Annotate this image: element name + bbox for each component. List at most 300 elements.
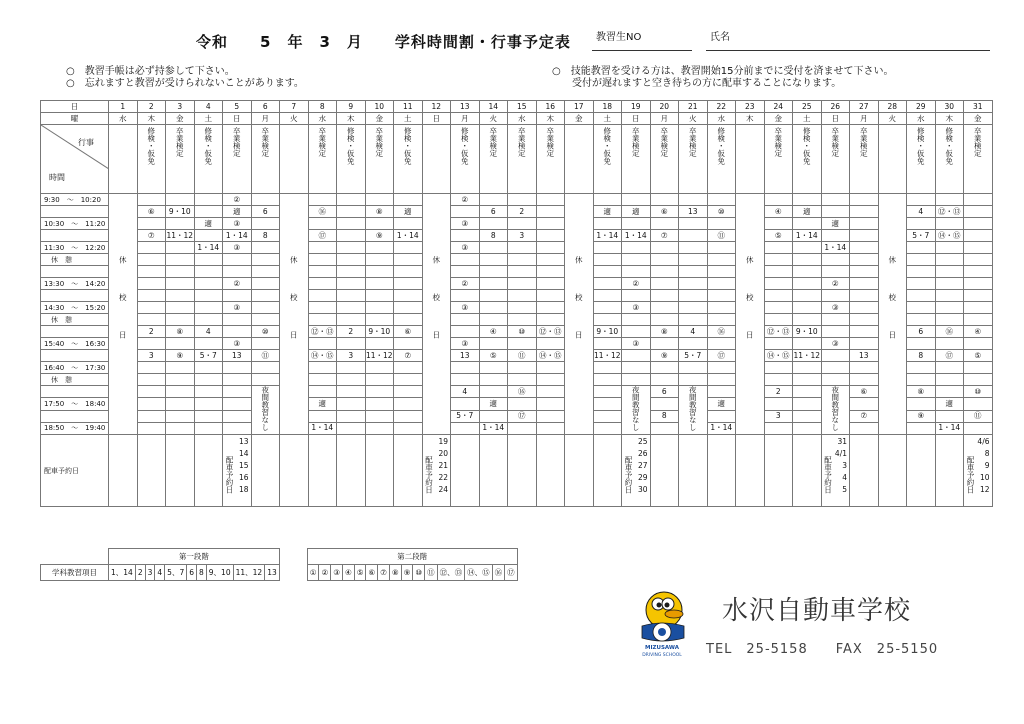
class-cell: [964, 206, 993, 218]
class-cell: ③: [821, 302, 850, 314]
class-cell: [451, 230, 480, 242]
student-no-field[interactable]: [592, 50, 692, 51]
class-cell: ③: [451, 218, 480, 230]
class-cell: [707, 314, 736, 326]
class-cell: [593, 398, 622, 410]
no-night-class-cell: [821, 386, 850, 435]
class-cell: 1・14: [308, 422, 337, 434]
class-cell: [166, 194, 195, 206]
name-label: 氏名: [710, 32, 730, 43]
class-cell: [337, 362, 366, 374]
time-slot-label: 15:40 ～ 16:30: [41, 338, 109, 350]
class-cell: ⑰: [508, 410, 537, 422]
class-cell: [650, 254, 679, 266]
class-cell: [337, 374, 366, 386]
weekday-cell: 水: [907, 113, 936, 125]
class-cell: [394, 410, 423, 422]
class-cell: [707, 254, 736, 266]
class-cell: 8: [251, 230, 280, 242]
class-cell: 5・7: [907, 230, 936, 242]
class-cell: ②: [223, 194, 252, 206]
class-cell: [622, 266, 651, 278]
class-cell: [337, 422, 366, 434]
class-cell: [622, 218, 651, 230]
class-cell: 13: [850, 350, 879, 362]
dispatch-cell: [394, 435, 423, 507]
class-cell: [308, 386, 337, 398]
class-cell: 適: [194, 218, 223, 230]
class-cell: [622, 362, 651, 374]
class-cell: [935, 410, 964, 422]
class-cell: [137, 314, 166, 326]
class-cell: ⑰: [308, 230, 337, 242]
class-cell: ③: [622, 302, 651, 314]
class-cell: [223, 374, 252, 386]
time-slot-label: 9:30 ～ 10:20: [41, 194, 109, 206]
class-cell: [793, 290, 822, 302]
event-text: 卒業検定: [830, 127, 840, 157]
class-cell: [365, 338, 394, 350]
weekday-cell: 月: [850, 113, 879, 125]
stage1-item: 4: [155, 565, 165, 581]
class-cell: [964, 422, 993, 434]
class-cell: [194, 398, 223, 410]
class-cell: [764, 242, 793, 254]
class-cell: [821, 326, 850, 338]
class-cell: [308, 374, 337, 386]
event-text: 卒業検定: [631, 127, 641, 157]
class-cell: [850, 266, 879, 278]
time-row: [41, 302, 993, 314]
class-cell: [793, 362, 822, 374]
stage2-item: ⑧: [389, 565, 401, 581]
weekday-cell: 日: [821, 113, 850, 125]
class-cell: [479, 338, 508, 350]
time-row: [41, 314, 993, 326]
class-cell: [679, 194, 708, 206]
dispatch-cell: [650, 435, 679, 507]
day-cell: 29: [907, 101, 936, 113]
event-cell: [907, 125, 936, 194]
class-cell: 4: [451, 386, 480, 398]
dispatch-cell: [451, 435, 480, 507]
class-cell: [536, 242, 565, 254]
class-cell: [536, 386, 565, 398]
class-cell: ⑩: [251, 326, 280, 338]
class-cell: [536, 410, 565, 422]
day-cell: 10: [365, 101, 394, 113]
class-cell: [593, 242, 622, 254]
no-night-class-text: 夜間教習なし: [631, 386, 641, 431]
class-cell: ④: [764, 206, 793, 218]
time-row: [41, 398, 993, 410]
class-cell: [821, 206, 850, 218]
class-cell: [166, 266, 195, 278]
event-cell: [109, 125, 138, 194]
class-cell: [308, 266, 337, 278]
class-cell: [394, 266, 423, 278]
class-cell: ⑥: [394, 326, 423, 338]
class-cell: [536, 278, 565, 290]
time-row: [41, 218, 993, 230]
class-cell: 適: [821, 218, 850, 230]
stage2-item: ⑩: [413, 565, 425, 581]
class-cell: [650, 194, 679, 206]
class-cell: [251, 242, 280, 254]
class-cell: [251, 302, 280, 314]
class-cell: [764, 302, 793, 314]
class-cell: [166, 422, 195, 434]
class-cell: 2: [764, 386, 793, 398]
class-cell: [593, 374, 622, 386]
class-cell: [251, 194, 280, 206]
class-cell: 3: [137, 350, 166, 362]
class-cell: [365, 410, 394, 422]
class-cell: ⑧: [365, 206, 394, 218]
class-cell: ②: [451, 194, 480, 206]
class-cell: ③: [821, 338, 850, 350]
class-cell: [223, 266, 252, 278]
class-cell: 6: [650, 386, 679, 398]
class-cell: [308, 194, 337, 206]
day-cell: 17: [565, 101, 594, 113]
note-left-2: ○ 忘れますと教習が受けられないことがあります。: [66, 78, 304, 89]
stage2-item: ⑪: [425, 565, 438, 581]
class-cell: [821, 254, 850, 266]
event-cell: [536, 125, 565, 194]
dispatch-date: 20: [438, 449, 448, 458]
class-cell: ⑯: [508, 386, 537, 398]
dispatch-date: 30: [637, 485, 648, 494]
dispatch-date: 12: [979, 485, 990, 494]
stage2-item: ⑰: [505, 565, 518, 581]
class-cell: [793, 314, 822, 326]
class-cell: [337, 290, 366, 302]
day-cell: 20: [650, 101, 679, 113]
class-cell: [308, 338, 337, 350]
class-cell: [394, 362, 423, 374]
event-cell: [935, 125, 964, 194]
class-cell: [194, 422, 223, 434]
class-cell: [707, 362, 736, 374]
class-cell: [394, 242, 423, 254]
class-cell: [650, 314, 679, 326]
class-cell: 13: [223, 350, 252, 362]
dispatch-cell: [878, 435, 907, 507]
day-cell: 22: [707, 101, 736, 113]
weekday-label: 曜: [41, 113, 109, 125]
class-cell: ③: [223, 242, 252, 254]
class-cell: [394, 302, 423, 314]
class-cell: [251, 362, 280, 374]
class-cell: [593, 254, 622, 266]
schedule-table: [40, 100, 993, 507]
event-text: 修検・仮免: [146, 127, 156, 165]
class-cell: ⑩: [964, 386, 993, 398]
class-cell: [451, 254, 480, 266]
dispatch-cell: [308, 435, 337, 507]
class-cell: [622, 350, 651, 362]
class-cell: [308, 218, 337, 230]
class-cell: [793, 386, 822, 398]
class-cell: [650, 302, 679, 314]
class-cell: 適: [935, 398, 964, 410]
class-cell: [223, 254, 252, 266]
class-cell: [593, 314, 622, 326]
dispatch-date: 18: [238, 485, 249, 494]
no-night-class-cell: [679, 386, 708, 435]
class-cell: [365, 194, 394, 206]
weekday-row: [41, 113, 993, 125]
class-cell: [679, 338, 708, 350]
class-cell: [508, 374, 537, 386]
day-cell: 3: [166, 101, 195, 113]
day-cell: 18: [593, 101, 622, 113]
dispatch-cell: [764, 435, 793, 507]
class-cell: ③: [223, 302, 252, 314]
class-cell: [907, 218, 936, 230]
class-cell: 9・10: [166, 206, 195, 218]
class-cell: [650, 338, 679, 350]
dispatch-vertical-label: 配車予約日: [225, 456, 234, 494]
class-cell: 1・14: [793, 230, 822, 242]
stage2-item: ③: [331, 565, 343, 581]
weekday-cell: 木: [935, 113, 964, 125]
class-cell: [137, 422, 166, 434]
weekday-cell: 水: [109, 113, 138, 125]
class-cell: ⑪: [707, 230, 736, 242]
day-cell: 8: [308, 101, 337, 113]
class-cell: [137, 386, 166, 398]
class-cell: ③: [451, 338, 480, 350]
dispatch-cell: [736, 435, 765, 507]
class-cell: [593, 338, 622, 350]
class-cell: [793, 302, 822, 314]
dispatch-cell: [365, 435, 394, 507]
event-text: 修検・仮免: [602, 127, 612, 165]
event-cell: [679, 125, 708, 194]
event-cell: [365, 125, 394, 194]
class-cell: ⑥: [850, 386, 879, 398]
class-cell: [764, 362, 793, 374]
class-cell: [251, 314, 280, 326]
weekday-cell: 日: [422, 113, 451, 125]
class-cell: ⑨: [365, 230, 394, 242]
class-cell: [337, 338, 366, 350]
class-cell: [964, 374, 993, 386]
class-cell: [850, 422, 879, 434]
class-cell: [935, 278, 964, 290]
class-cell: [166, 362, 195, 374]
class-cell: [964, 218, 993, 230]
class-cell: 4: [194, 326, 223, 338]
class-cell: [707, 374, 736, 386]
dispatch-cell: [679, 435, 708, 507]
class-cell: [536, 230, 565, 242]
school-contact: TEL 25-5158 FAX 25-5150: [706, 642, 939, 657]
class-cell: [337, 386, 366, 398]
event-cell: [707, 125, 736, 194]
class-cell: [508, 362, 537, 374]
class-cell: [166, 314, 195, 326]
class-cell: [251, 374, 280, 386]
class-cell: [935, 290, 964, 302]
class-cell: [793, 266, 822, 278]
time-row: [41, 350, 993, 362]
dispatch-date: 13: [238, 437, 249, 446]
class-cell: [479, 242, 508, 254]
stage2-item: ②: [319, 565, 331, 581]
class-cell: [451, 290, 480, 302]
class-cell: [451, 266, 480, 278]
subjects-label: 学科教習項目: [41, 565, 109, 581]
event-cell: [622, 125, 651, 194]
time-slot-label: [41, 386, 109, 398]
logo-text: MIZUSAWA: [644, 645, 680, 651]
class-cell: [622, 290, 651, 302]
time-row: [41, 410, 993, 422]
class-cell: [194, 410, 223, 422]
time-slot-label: 18:50 ～ 19:40: [41, 422, 109, 434]
class-cell: 6: [907, 326, 936, 338]
class-cell: [337, 206, 366, 218]
event-cell: [280, 125, 309, 194]
time-row: [41, 362, 993, 374]
class-cell: ③: [451, 242, 480, 254]
weekday-cell: 月: [251, 113, 280, 125]
event-cell: [736, 125, 765, 194]
dispatch-date: 4/1: [834, 449, 847, 458]
class-cell: [194, 362, 223, 374]
class-cell: [137, 254, 166, 266]
class-cell: [650, 278, 679, 290]
dispatch-cell: [109, 435, 138, 507]
class-cell: ⑭・⑮: [536, 350, 565, 362]
class-cell: [679, 362, 708, 374]
class-cell: [536, 290, 565, 302]
class-cell: [137, 278, 166, 290]
day-cell: 21: [679, 101, 708, 113]
day-cell: 19: [622, 101, 651, 113]
time-label: 時間: [49, 173, 65, 182]
class-cell: [508, 290, 537, 302]
dispatch-date: 8: [984, 449, 990, 458]
class-cell: [935, 314, 964, 326]
event-text: 卒業検定: [260, 127, 270, 157]
class-cell: [194, 206, 223, 218]
day-cell: 16: [536, 101, 565, 113]
no-night-class-text: 夜間教習なし: [830, 386, 840, 431]
event-text: 修検・仮免: [346, 127, 356, 165]
class-cell: ⑤: [764, 230, 793, 242]
class-cell: ⑧: [650, 326, 679, 338]
class-cell: [194, 302, 223, 314]
dispatch-vertical-label: 配車予約日: [624, 456, 633, 494]
class-cell: 1・14: [194, 242, 223, 254]
class-cell: [593, 290, 622, 302]
dispatch-vertical-label: 配車予約日: [424, 456, 434, 494]
class-cell: [764, 278, 793, 290]
stage2-item: ⑯: [492, 565, 505, 581]
class-cell: ⑦: [394, 350, 423, 362]
event-cell: [308, 125, 337, 194]
closed-day-text: 休校日: [289, 256, 299, 369]
event-text: 卒業検定: [688, 127, 698, 157]
event-text: 修検・仮免: [460, 127, 470, 165]
dispatch-cell: [536, 435, 565, 507]
event-time-header: [41, 125, 109, 194]
class-cell: [679, 290, 708, 302]
class-cell: [194, 254, 223, 266]
class-cell: 4: [907, 206, 936, 218]
class-cell: ⑪: [251, 350, 280, 362]
class-cell: [166, 386, 195, 398]
stage2-item: ⑭、⑮: [465, 565, 493, 581]
event-cell: [764, 125, 793, 194]
dispatch-date: 4/6: [977, 437, 990, 446]
class-cell: [650, 374, 679, 386]
class-cell: [707, 410, 736, 422]
class-cell: ⑭・⑮: [308, 350, 337, 362]
event-cell: [451, 125, 480, 194]
class-cell: [166, 302, 195, 314]
time-slot-label: 休 憩: [41, 314, 109, 326]
class-cell: [935, 362, 964, 374]
class-cell: [394, 386, 423, 398]
class-cell: [907, 398, 936, 410]
class-cell: 6: [251, 206, 280, 218]
event-cell: [850, 125, 879, 194]
class-cell: [850, 218, 879, 230]
class-cell: [707, 278, 736, 290]
class-cell: [365, 218, 394, 230]
dispatch-cell: [137, 435, 166, 507]
dispatch-date: 22: [438, 473, 448, 482]
class-cell: ⑧: [907, 386, 936, 398]
class-cell: [593, 194, 622, 206]
class-cell: ⑯: [707, 326, 736, 338]
note-right-2: 受付が遅れますと空き待ちの方に配車することになります。: [552, 78, 842, 89]
weekday-cell: 金: [365, 113, 394, 125]
day-cell: 23: [736, 101, 765, 113]
class-cell: 13: [679, 206, 708, 218]
class-cell: [337, 242, 366, 254]
day-cell: 25: [793, 101, 822, 113]
name-field[interactable]: [706, 50, 990, 51]
weekday-cell: 水: [707, 113, 736, 125]
class-cell: [365, 266, 394, 278]
weekday-cell: 木: [337, 113, 366, 125]
dispatch-cell: [508, 435, 537, 507]
class-cell: [821, 374, 850, 386]
event-text: 修検・仮免: [944, 127, 954, 165]
class-cell: [850, 326, 879, 338]
class-cell: [964, 362, 993, 374]
weekday-cell: 土: [394, 113, 423, 125]
event-text: 修検・仮免: [203, 127, 213, 165]
class-cell: [593, 266, 622, 278]
dispatch-cell: [622, 435, 651, 507]
class-cell: [707, 386, 736, 398]
day-cell: 4: [194, 101, 223, 113]
class-cell: [365, 290, 394, 302]
time-slot-label: [41, 230, 109, 242]
class-cell: [479, 410, 508, 422]
weekday-cell: 火: [878, 113, 907, 125]
stage2-item: ⑥: [366, 565, 378, 581]
school-logo: [634, 586, 690, 662]
class-cell: [536, 398, 565, 410]
